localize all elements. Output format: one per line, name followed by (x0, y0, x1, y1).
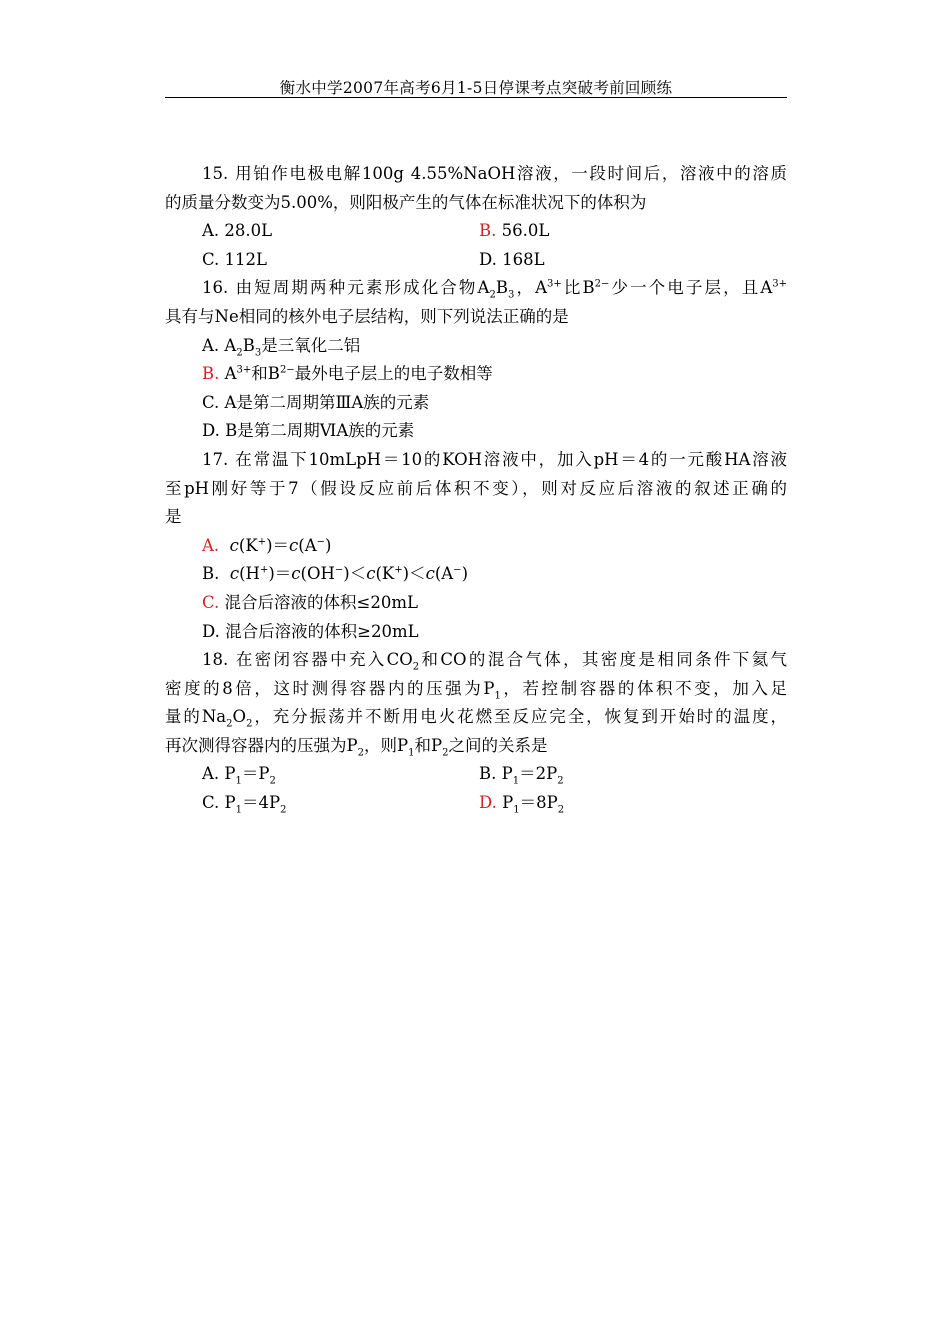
subscript: 2 (557, 775, 564, 787)
option-letter-answer: B. (479, 221, 497, 241)
text-run: (K (238, 535, 258, 555)
subscript: 3 (507, 289, 515, 301)
q17-stem-line-2: 至pH刚好等于7（假设反应前后体积不变），则对反应后溶液的叙述正确的 (165, 478, 787, 498)
q17-option-b (165, 560, 787, 589)
option-letter-answer: B. (202, 364, 220, 384)
q15-stem-line-2: 的质量分数变为5.00%，则阳极产生的气体在标准状况下的体积为 (165, 192, 647, 212)
q18-stem-line-3 (165, 703, 787, 732)
option-letter-answer: C. (202, 592, 220, 612)
superscript: 3+ (236, 364, 252, 376)
text-run: )＜ (402, 564, 426, 584)
q17-option-c (165, 589, 787, 618)
subscript: 2 (246, 718, 253, 730)
text-run: )＝ (268, 564, 292, 584)
q16-stem-line-2: 具有与Ne相同的核外电子层结构，则下列说法正确的是 (165, 306, 569, 326)
superscript: 3+ (546, 278, 562, 290)
option-letter: C. (202, 793, 220, 813)
q18-stem-line-4 (165, 732, 787, 761)
option-letter: D. (202, 621, 220, 641)
text-run: ，若控制容器的体积不变，加入足 (500, 678, 787, 698)
text-run: 是三氧化二铝 (261, 335, 361, 355)
text-run: (A (434, 564, 454, 584)
subscript: 1 (513, 804, 520, 816)
superscript: + (257, 536, 267, 548)
q18-option-a (202, 760, 479, 789)
option-letter: C. (202, 249, 220, 269)
subscript: 1 (408, 747, 415, 759)
superscript: 2− (279, 364, 295, 376)
text-run: 最外电子层上的电子数相等 (294, 364, 493, 384)
text-run: 密度的8倍，这时测得容器内的压强为P (165, 678, 495, 698)
text-run: 量的Na (165, 707, 227, 727)
option-letter: A. (202, 764, 220, 784)
option-letter-answer: D. (479, 793, 497, 813)
q17-stem-line-1: 17. 在常温下10mLpH＝10的KOH溶液中，加入pH＝4的一元酸HA溶液 (202, 449, 787, 469)
subscript: 3 (254, 346, 262, 358)
subscript: 1 (235, 804, 243, 816)
italic-symbol: c (289, 535, 299, 555)
option-text: 混合后溶液的体积≥20mL (219, 621, 419, 641)
text-run: ＝4P (242, 793, 281, 813)
italic-symbol: c (229, 564, 240, 584)
option-letter: C. (202, 392, 220, 412)
q17-stem-line-3: 是 (165, 507, 182, 527)
q16-option-c (165, 389, 787, 418)
superscript: 2− (594, 278, 610, 290)
text-run: B (242, 335, 255, 355)
q15-option-b (479, 217, 756, 246)
text-run: (A (298, 535, 317, 555)
q16-stem-line-1 (165, 274, 787, 303)
italic-symbol: c (425, 564, 435, 584)
header-divider (165, 97, 787, 98)
text-run: ，充分振荡并不断用电火花燃至反应完全，恢复到开始时的温度， (252, 707, 788, 727)
superscript: − (334, 564, 344, 576)
text-run: (K (375, 564, 395, 584)
text-run: )＝ (266, 535, 290, 555)
italic-symbol: c (291, 564, 301, 584)
q15-options-row-1 (165, 217, 787, 246)
option-letter-answer: A. (202, 535, 220, 555)
q18-options-row-1 (165, 760, 787, 789)
text-run: 比B (561, 278, 595, 298)
text-run: ＝8P (519, 793, 558, 813)
q18-option-d (479, 789, 756, 818)
subscript: 1 (512, 775, 520, 787)
text-run: 之间的关系是 (448, 735, 548, 755)
subscript: 2 (269, 775, 276, 787)
subscript: 2 (280, 804, 287, 816)
option-text: 168L (496, 249, 545, 269)
option-text: 112L (219, 249, 267, 269)
text-run: A (219, 364, 237, 384)
text-run: P (496, 764, 513, 784)
text-run: P (219, 793, 236, 813)
superscript: + (259, 564, 269, 576)
text-run: (H (239, 564, 260, 584)
option-text: 混合后溶液的体积≤20mL (219, 592, 418, 612)
superscript: + (394, 564, 403, 576)
text-run: 和P (414, 735, 443, 755)
q15-option-d (479, 246, 756, 275)
option-letter: A. (202, 221, 220, 241)
superscript: 3+ (772, 278, 787, 290)
text-run: ，则P (363, 735, 409, 755)
q18-options-row-2 (165, 789, 787, 818)
q16-option-d (165, 417, 787, 446)
subscript: 2 (442, 747, 449, 759)
text-run: P (219, 764, 236, 784)
text-run: 少一个电子层，且A (609, 278, 773, 298)
option-text: A是第二周期第ⅢA族的元素 (219, 392, 430, 412)
subscript: 2 (557, 804, 565, 816)
italic-symbol: c (366, 564, 376, 584)
text-run: ) (325, 535, 332, 555)
q18-option-c (202, 789, 479, 818)
page-header: 衡水中学2007年高考6月1-5日停课考点突破考前回顾练 (279, 79, 673, 97)
q16-option-b (165, 360, 787, 389)
text-run: ＝P (241, 764, 270, 784)
option-letter: D. (479, 249, 497, 269)
text-run: (OH (300, 564, 335, 584)
text-run: 再次测得容器内的压强为P (165, 735, 358, 755)
option-letter: B. (202, 564, 220, 584)
q15-option-c (202, 246, 479, 275)
superscript: − (453, 564, 462, 576)
q15-option-a (202, 217, 479, 246)
option-letter: D. (202, 421, 220, 441)
q18-option-b (479, 760, 756, 789)
text-run: 和B (251, 364, 280, 384)
q16-option-a (165, 332, 787, 361)
text-run: A (219, 335, 237, 355)
option-letter: B. (479, 764, 497, 784)
q17-option-a (165, 532, 787, 561)
subscript: 2 (357, 747, 364, 759)
text-run: 和CO的混合气体，其密度是相同条件下氦气 (419, 650, 787, 670)
option-text: B是第二周期ⅥA族的元素 (219, 421, 415, 441)
question-content (165, 160, 787, 818)
text-run: B (495, 278, 508, 298)
superscript: − (316, 536, 326, 548)
q17-option-d (165, 618, 787, 647)
q18-stem-line-1 (165, 646, 787, 675)
option-text: 28.0L (219, 221, 273, 241)
text-run: 18. 在密闭容器中充入CO (202, 650, 413, 670)
subscript: 2 (412, 661, 420, 673)
text-run: 16. 由短周期两种元素形成化合物A (202, 278, 490, 298)
text-run: O (232, 707, 247, 727)
subscript: 2 (236, 346, 243, 358)
text-run: ，A (514, 278, 547, 298)
option-letter: A. (202, 335, 220, 355)
text-run: ＝2P (519, 764, 558, 784)
q15-options-row-2 (165, 246, 787, 275)
subscript: 2 (226, 718, 233, 730)
subscript: 1 (235, 775, 242, 787)
subscript: 1 (494, 689, 501, 701)
text-run: )＜ (343, 564, 367, 584)
text-run: ) (461, 564, 468, 584)
subscript: 2 (489, 289, 496, 301)
text-run: P (496, 793, 514, 813)
q15-stem-line-1: 15. 用铂作电极电解100g 4.55%NaOH溶液，一段时间后，溶液中的溶质 (202, 164, 787, 183)
q18-stem-line-2 (165, 675, 787, 704)
option-text: 56.0L (496, 221, 550, 241)
italic-symbol: c (229, 535, 239, 555)
